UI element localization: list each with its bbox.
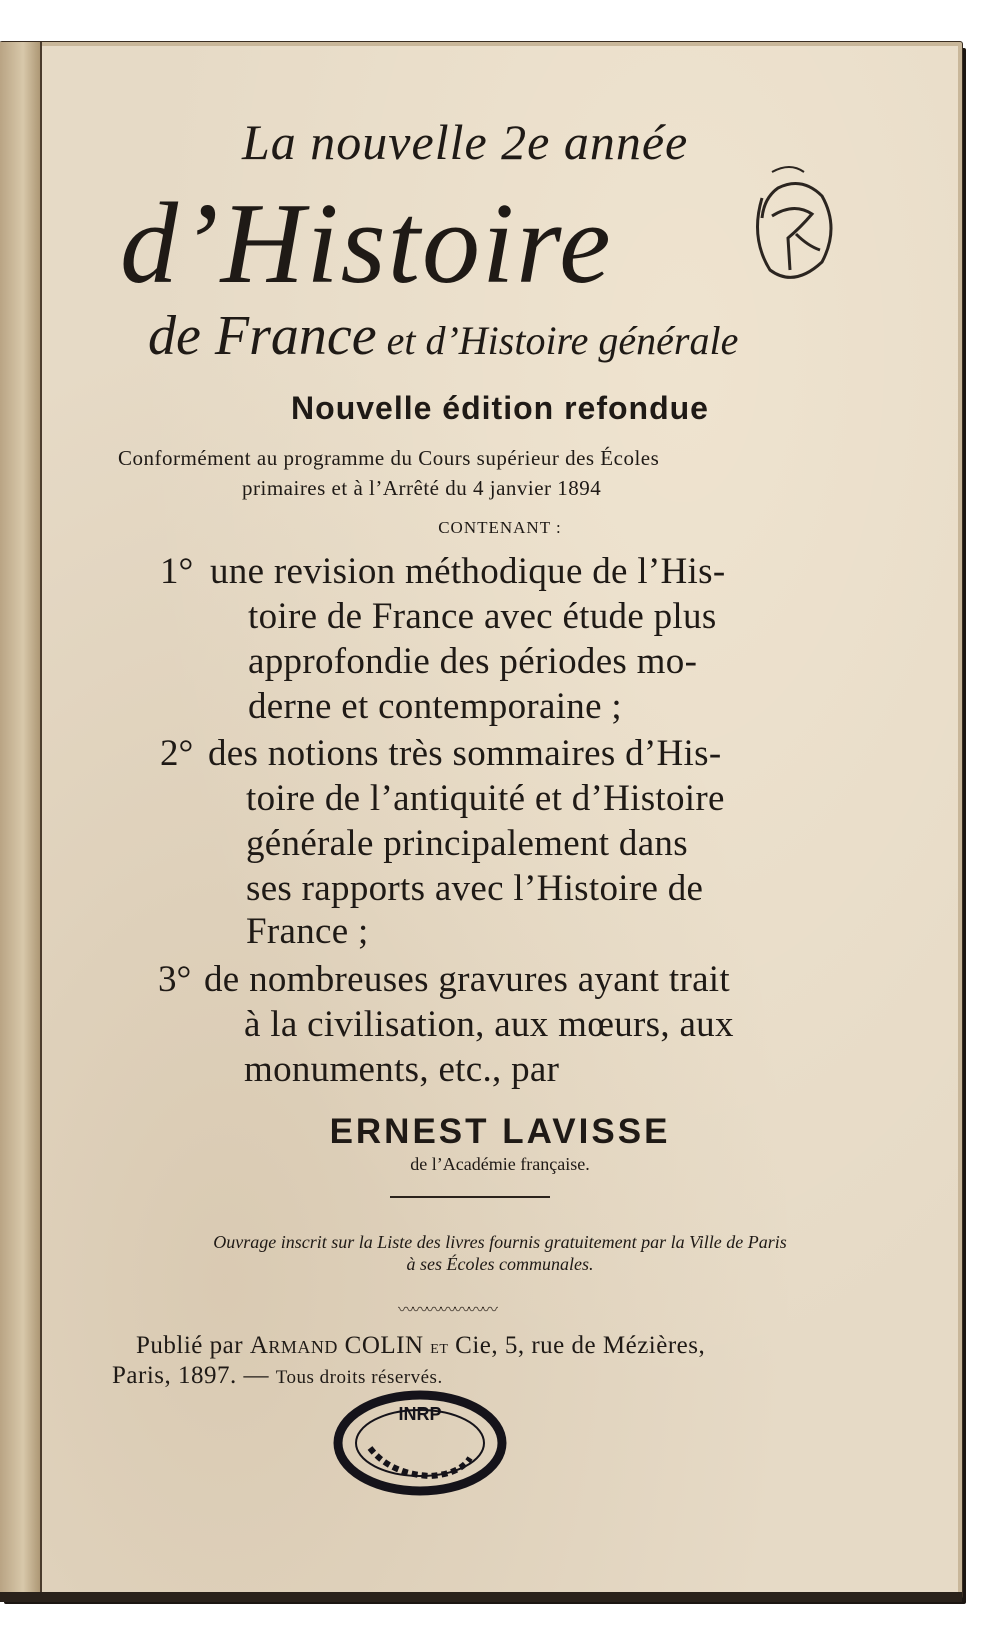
item-3-line-3: monuments, etc., par <box>244 1049 560 1090</box>
library-stamp <box>330 1388 510 1498</box>
item-1-number: 1° <box>160 551 194 592</box>
ouvrage-line-1: Ouvrage inscrit sur la Liste des livres fournis gratuitement par la Ville de Paris <box>213 1232 787 1252</box>
publisher-line-2 <box>112 1362 443 1390</box>
publisher-rights: Tous droits réservés. <box>275 1367 443 1388</box>
item-3-line-1: de nombreuses gravures ayant trait <box>204 959 730 1000</box>
publisher-prefix: Publié par <box>136 1332 250 1359</box>
item-2-line-5: France ; <box>246 911 369 952</box>
publisher-colin: COLIN <box>337 1332 431 1359</box>
wavy-ornament: 〰〰〰〰〰〰〰 <box>398 1300 497 1319</box>
item-1-line-3: approfondie des périodes mo- <box>248 641 698 682</box>
item-3-line-2: à la civilisation, aux mœurs, aux <box>244 1004 734 1045</box>
ouvrage-line-2: à ses Écoles communales. <box>406 1254 594 1274</box>
edition-subtitle: Nouvelle édition refondue <box>291 390 709 426</box>
book-bottom-edge <box>0 1592 962 1602</box>
item-2-line-1: des notions très sommaires d’His- <box>208 733 722 774</box>
conformement-line-1: Conformément au programme du Cours supérieur des Écoles <box>118 446 660 470</box>
item-2-line-2: toire de l’antiquité et d’Histoire <box>246 778 725 819</box>
conformement-line-2: primaires et à l’Arrêté du 4 janvier 1894 <box>242 476 602 500</box>
title-line-3-rest: et d’Histoire générale <box>376 318 739 363</box>
item-1-line-2: toire de France avec étude plus <box>248 596 717 637</box>
contenant-label: CONTENANT : <box>438 518 562 537</box>
publisher-place-date: Paris, 1897. — <box>112 1362 276 1389</box>
item-2-line-4: ses rapports avec l’Histoire de <box>246 868 704 909</box>
item-2-line-3: générale principalement dans <box>246 823 688 864</box>
item-1-line-4: derne et contemporaine ; <box>248 686 622 727</box>
book-gutter <box>0 42 42 1598</box>
title-line-1: La nouvelle 2e année <box>242 114 689 170</box>
item-1-line-1: une revision méthodique de l’His- <box>210 551 726 592</box>
publisher-line-1 <box>136 1332 705 1360</box>
item-2-number: 2° <box>160 733 194 774</box>
divider-rule <box>390 1196 550 1198</box>
handwritten-mark <box>742 158 840 288</box>
title-line-3-main: de France <box>148 305 377 367</box>
publisher-rest: Cie, 5, rue de Mézières, <box>448 1332 706 1359</box>
publisher-armand: Armand <box>249 1332 338 1359</box>
item-3-number: 3° <box>158 959 192 1000</box>
library-stamp-text: INRP <box>398 1404 442 1424</box>
author-name: ERNEST LAVISSE <box>329 1112 671 1151</box>
title-main: d’Histoire <box>120 180 613 308</box>
author-affiliation: de l’Académie française. <box>410 1154 590 1174</box>
publisher-et: et <box>430 1336 449 1358</box>
title-line-3 <box>148 304 738 368</box>
